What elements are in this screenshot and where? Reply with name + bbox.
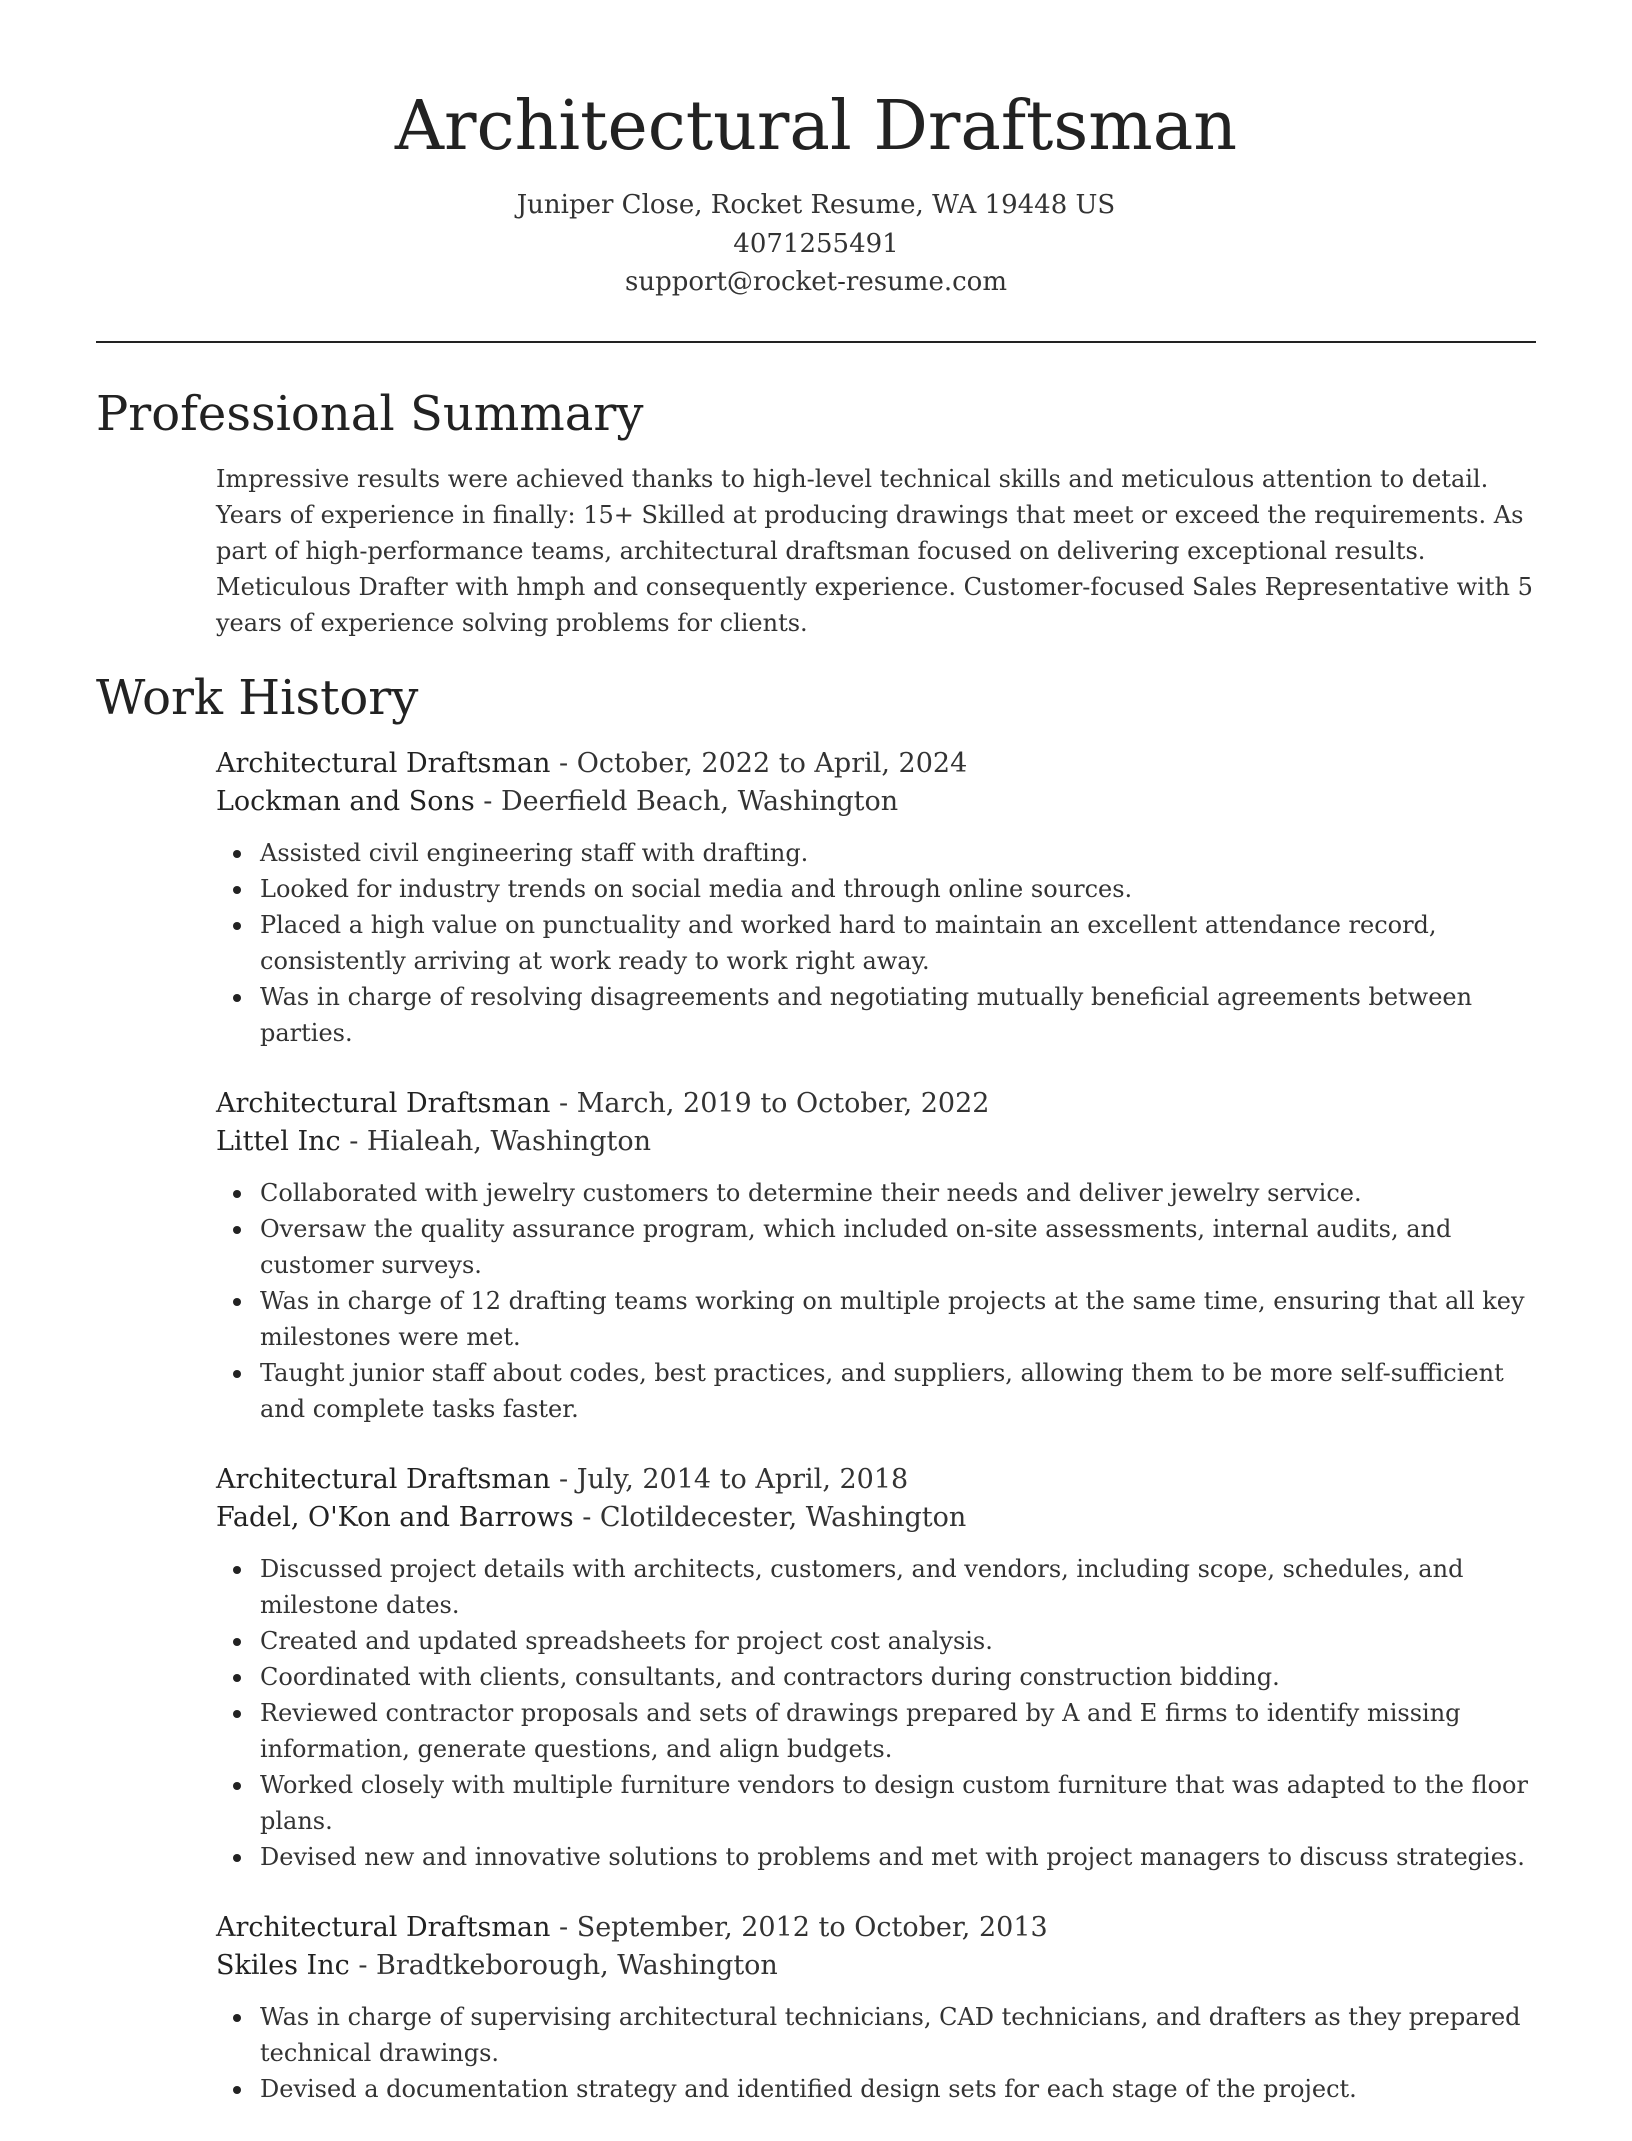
job-location: - Deerfield Beach, Washington	[474, 786, 899, 817]
job-entry	[216, 1909, 1538, 2107]
header-divider	[96, 341, 1536, 343]
job-company: Skiles Inc	[216, 1950, 350, 1981]
job-bullet: Discussed project details with architects, customers, and vendors, including scope, schedules, and milestone dates.	[260, 1551, 1538, 1623]
job-dates: - March, 2019 to October, 2022	[550, 1088, 990, 1119]
job-title-line	[216, 745, 1538, 783]
job-role: Architectural Draftsman	[216, 1912, 551, 1943]
job-location: - Bradtkeborough, Washington	[349, 1950, 778, 1981]
job-location: - Hialeah, Washington	[340, 1126, 652, 1157]
job-bullet: Was in charge of resolving disagreements and negotiating mutually beneficial agreements between parties.	[260, 979, 1538, 1051]
job-bullet-list	[216, 1999, 1538, 2107]
candidate-name: Architectural Draftsman	[394, 87, 1238, 166]
job-title-line	[216, 1461, 1538, 1499]
job-bullet: Devised a documentation strategy and identified design sets for each stage of the project.	[260, 2071, 1538, 2107]
work-history-section-title: Work History	[96, 670, 419, 726]
job-bullet: Taught junior staff about codes, best practices, and suppliers, allowing them to be more self-sufficient and complete tasks faster.	[260, 1355, 1538, 1427]
resume-header	[96, 84, 1536, 302]
job-bullet: Was in charge of supervising architectural technicians, CAD technicians, and drafters as they prepared technical drawings.	[260, 1999, 1538, 2071]
job-role: Architectural Draftsman	[216, 748, 551, 779]
address: Juniper Close, Rocket Resume, WA 19448 US	[516, 190, 1116, 220]
job-company-line	[216, 1499, 1538, 1537]
job-bullet-list	[216, 1551, 1538, 1875]
job-role: Architectural Draftsman	[216, 1464, 551, 1495]
job-entry	[216, 1085, 1538, 1427]
job-title-line	[216, 1909, 1538, 1947]
job-company-line	[216, 783, 1538, 821]
job-bullet: Assisted civil engineering staff with drafting.	[260, 835, 1538, 871]
phone-number: 4071255491	[733, 228, 899, 259]
job-bullet-list	[216, 835, 1538, 1051]
job-dates: - July, 2014 to April, 2018	[550, 1464, 909, 1495]
summary-section-title: Professional Summary	[96, 386, 644, 442]
job-bullet: Collaborated with jewelry customers to determine their needs and deliver jewelry service.	[260, 1175, 1538, 1211]
job-bullet: Was in charge of 12 drafting teams working on multiple projects at the same time, ensuring that all key milestones were met.	[260, 1283, 1538, 1355]
job-company-line	[216, 1123, 1538, 1161]
job-company: Fadel, O'Kon and Barrows	[216, 1502, 574, 1533]
summary-text: Impressive results were achieved thanks to high-level technical skills and meticulous attention to detail. Years of experience in finally: 15+ Skilled at producing drawings that meet or exceed the requirements. As part of high-performance teams, architectural draftsman focused on delivering exceptional results. Meticulous Drafter with hmph and consequently experience. Customer-focused Sales Representative with 5 years of experience solving problems for clients.	[216, 465, 1533, 637]
job-company: Littel Inc	[216, 1126, 341, 1157]
email-address: support@rocket-resume.com	[624, 267, 1007, 297]
work-history-list	[216, 745, 1538, 2141]
job-bullet: Worked closely with multiple furniture vendors to design custom furniture that was adapted to the floor plans.	[260, 1767, 1538, 1839]
job-bullet: Coordinated with clients, consultants, and contractors during construction bidding.	[260, 1659, 1538, 1695]
job-bullet: Looked for industry trends on social media and through online sources.	[260, 871, 1538, 907]
job-bullet: Placed a high value on punctuality and worked hard to maintain an excellent attendance record, consistently arriving at work ready to work right away.	[260, 907, 1538, 979]
job-bullet: Oversaw the quality assurance program, which included on-site assessments, internal audits, and customer surveys.	[260, 1211, 1538, 1283]
job-entry	[216, 1461, 1538, 1875]
job-role: Architectural Draftsman	[216, 1088, 551, 1119]
job-bullet: Created and updated spreadsheets for project cost analysis.	[260, 1623, 1538, 1659]
job-entry	[216, 745, 1538, 1051]
contact-block	[96, 186, 1536, 302]
job-company-line	[216, 1947, 1538, 1985]
job-dates: - September, 2012 to October, 2013	[550, 1912, 1048, 1943]
job-bullet: Reviewed contractor proposals and sets of drawings prepared by A and E firms to identify missing information, generate questions, and align budgets.	[260, 1695, 1538, 1767]
job-title-line	[216, 1085, 1538, 1123]
job-location: - Clotildecester, Washington	[573, 1502, 967, 1533]
job-dates: - October, 2022 to April, 2024	[550, 748, 968, 779]
job-company: Lockman and Sons	[216, 786, 475, 817]
job-bullet: Devised new and innovative solutions to problems and met with project managers to discuss strategies.	[260, 1839, 1538, 1875]
job-bullet-list	[216, 1175, 1538, 1427]
